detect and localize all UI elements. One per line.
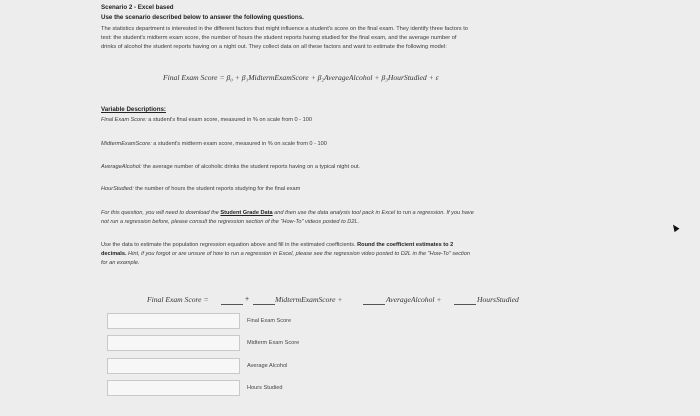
variable-midterm (101, 140, 327, 148)
midterm-exam-score-input[interactable] (107, 335, 240, 351)
fill-equation-term-midterm: MidtermExamScore + (275, 295, 343, 304)
estimate-line-3: for an example. (101, 260, 140, 266)
estimate-bold: Round the coefficient estimates to 2 (357, 242, 454, 248)
student-grade-data-link[interactable]: Student Grade Data (220, 210, 273, 216)
blank-intercept (221, 304, 243, 305)
variable-descriptions-heading: Variable Descriptions: (101, 106, 166, 113)
variable-desc: a student's final exam score, measured in % on scale from 0 - 100 (146, 117, 312, 123)
data-paragraph-line-1 (101, 209, 474, 217)
variable-desc: the number of hours the student reports studying for the final exam (133, 186, 301, 192)
average-alcohol-label: Average Alcohol (247, 363, 288, 369)
intro-line-2: test: the student's midterm exam score, the number of hours the student reports having studied for the final exam, and the average number of (101, 35, 457, 41)
variable-name: HourStudied: (101, 186, 134, 192)
variable-name: Final Exam Score: (101, 117, 147, 123)
data-text: For this question, you will need to download the (101, 210, 221, 216)
intro-line-1: The statistics department is interested in the different factors that might influence a student's score on the final exam. They identify three factors to (101, 26, 468, 32)
blank-hours (454, 304, 476, 305)
fill-equation-lhs: Final Exam Score = (147, 295, 209, 304)
estimate-line-1 (101, 241, 453, 249)
data-text: and then use the data analysis tool pack in Excel to run a regression. If you have (272, 210, 474, 216)
variable-name: AverageAlcohol: (101, 164, 142, 170)
fill-equation-term-hours: HoursStudied (477, 295, 519, 304)
model-equation: Final Exam Score = β₀ + β₁MidtermExamScore + β₂AverageAlcohol + β₃HourStudied + ε (163, 73, 439, 82)
hours-studied-label: Hours Studied (247, 385, 283, 391)
hours-studied-input[interactable] (107, 380, 240, 396)
estimate-text: Use the data to estimate the population regression equation above and fill in the estimated coefficients. (101, 242, 358, 248)
variable-desc: a student's midterm exam score, measured in % on scale from 0 - 100 (151, 141, 327, 147)
variable-final-exam (101, 116, 312, 124)
variable-desc: the average number of alcoholic drinks the student reports having on a typical night out. (141, 164, 360, 170)
estimate-line-2 (101, 250, 470, 258)
blank-midterm (253, 304, 275, 305)
variable-alcohol (101, 163, 360, 171)
intro-line-3: drinks of alcohol the student reports having on a night out. They collect data on all these factors and want to estimate the following model: (101, 44, 447, 50)
mouse-cursor-icon (671, 223, 680, 232)
variable-hours (101, 185, 300, 193)
average-alcohol-input[interactable] (107, 358, 240, 374)
final-exam-score-input[interactable] (107, 313, 240, 329)
blank-alcohol (363, 304, 385, 305)
estimate-text: Hint, if you forgot or are unsure of how to run a regression in Excel, please see the regression video posted to D2L in the "How-To" section (126, 251, 471, 257)
data-paragraph-line-2: not run a regression before, please consult the regression section of the "How-To" videos posted to D2L. (101, 219, 360, 225)
estimate-bold: decimals. (101, 251, 127, 257)
scenario-title: Scenario 2 - Excel based (101, 4, 174, 11)
instruction-text: Use the scenario described below to answer the following questions. (101, 14, 304, 21)
midterm-exam-score-label: Midterm Exam Score (247, 340, 300, 346)
fill-equation-plus: + (245, 296, 250, 303)
variable-name: MidtermExamScore: (101, 141, 152, 147)
fill-equation-term-alcohol: AverageAlcohol + (386, 295, 442, 304)
final-exam-score-label: Final Exam Score (247, 318, 292, 324)
